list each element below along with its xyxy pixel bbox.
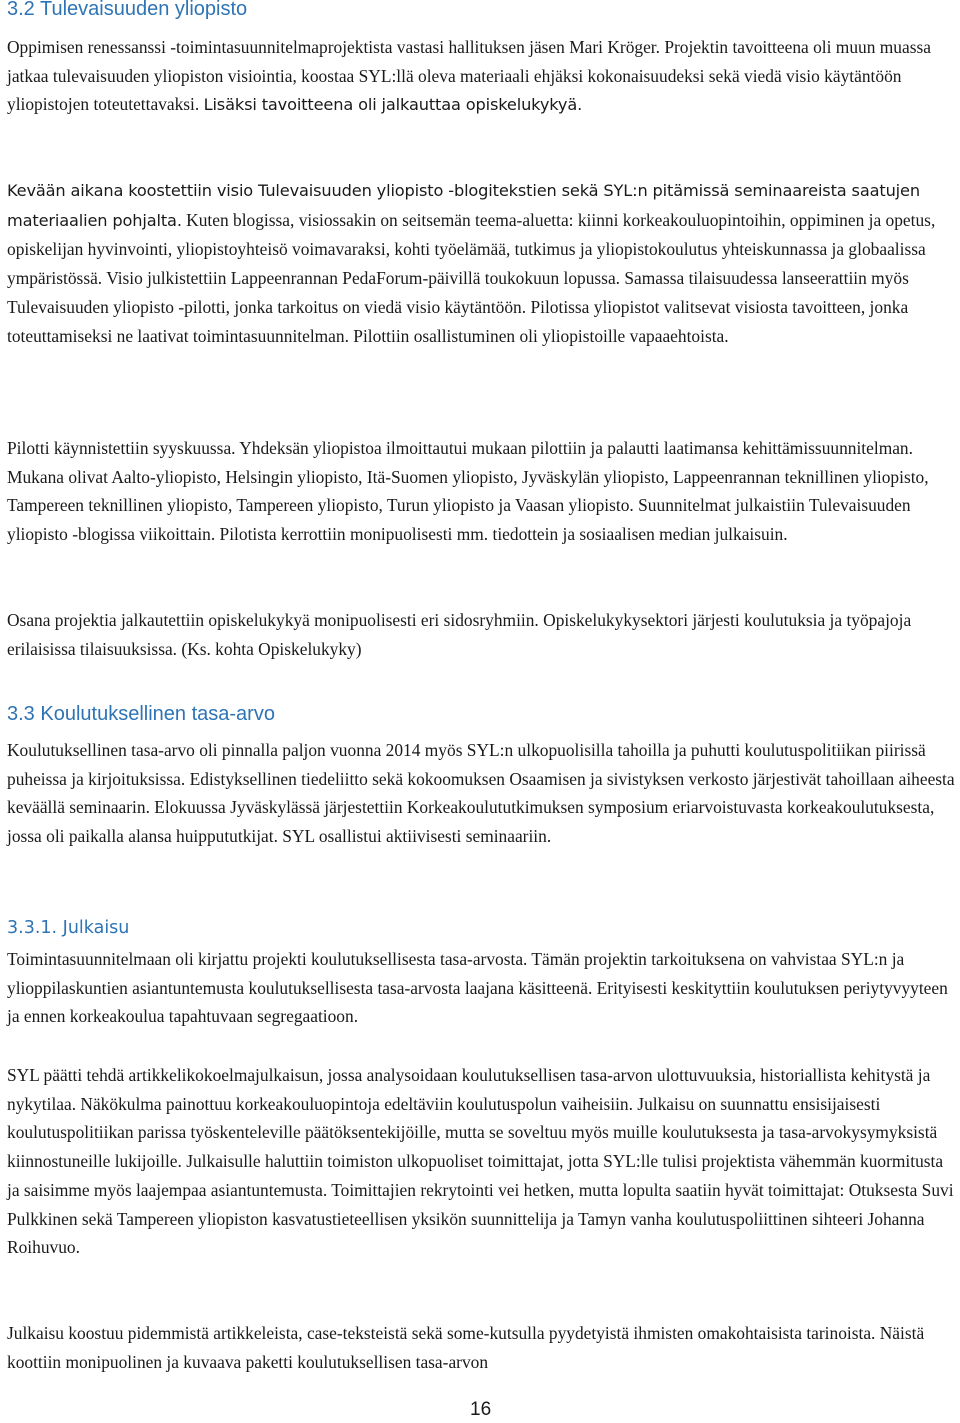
page-number: 16: [470, 1399, 492, 1420]
paragraph-pilotti: Pilotti käynnistettiin syyskuussa. Yhdeksän yliopistoa ilmoittautui mukaan pilottiin ja palautti laatimansa kehittämissuunnitelman. Mukana olivat Aalto-yliopisto, Helsingin yliopisto, Itä-Suomen yliopisto, Jyväskylän yliopisto, Lappeenrannan teknillinen yliopisto, Tampereen teknillinen yliopisto, Tampereen yliopisto, Turun yliopisto ja Vaasan yliopisto. Suunnitelmat julkaistiin Tulevaisuuden yliopisto -blogissa viikoittain. Pilotista kerrottiin monipuolisesti mm. tiedottein ja sosiaalisen median julkaisuin.: [7, 438, 929, 545]
paragraph-kevaan-aikana: [7, 176, 958, 350]
paragraph-text-sans: Lisäksi tavoitteena oli jalkauttaa opiskelukykyä.: [203, 95, 583, 115]
section-heading-3-3: 3.3 Koulutuksellinen tasa-arvo: [7, 703, 275, 725]
paragraph-artikkelikokoelma: SYL päätti tehdä artikkelikokoelmajulkaisun, jossa analysoidaan koulutuksellisen tasa-arvon ulottuvuuksia, historiallista kehitystä ja nykytilaa. Näkökulma painottuu korkeakouluopintoja edeltäviin koulutuspolun vaiheisiin. Julkaisu on suunnattu ensisijaisesti koulutuspolitiikan parissa työskenteleville päätöksentekijöille, mutta se soveltuu myös muille koulutuksesta ja tasa-arvokysymyksistä kiinnostuneille lukijoille. Julkaisulle haluttiin toimiston ulkopuoliset toimittajat, jotta SYL:lle tulisi projektista vähemmän kuormitusta ja saisimme myös laajempaa asiantuntemusta. Toimittajien rekrytointi vei hetken, mutta lopulta saatiin hyvät toimittajat: Otuksesta Suvi Pulkkinen sekä Tampereen yliopiston kasvatustieteellisen yksikön suunnittelija ja Tamyn vanha koulutuspoliittinen sihteeri Johanna Roihuvuo.: [7, 1065, 954, 1258]
paragraph-text: Kuten blogissa, visiossakin on seitsemän teema-aluetta: kiinni korkeakouluopintoihin, oppiminen ja opetus, opiskelijan hyvinvointi, yliopistoyhteisö voimavaraksi, kohti työelämää, tutkimus ja yliopistokoulutus yhteiskunnassa ja globaalissa ympäristössä. Visio julkistettiin Lappeenrannan PedaForum-päivillä toukokuun lopussa. Samassa tilaisuudessa lanseerattiin myös Tulevaisuuden yliopisto -pilotti, jonka tarkoitus on viedä visio käytäntöön. Pilotissa yliopistot valitsevat visiosta tavoitteen, jonka toteuttamiseksi ne laativat toimintasuunnitelman. Pilottiin osallistuminen oli yliopistoille vapaaehtoista.: [7, 209, 936, 346]
paragraph-opiskelukyky: Osana projektia jalkautettiin opiskelukykyä monipuolisesti eri sidosryhmiin. Opiskelukykysektori järjesti koulutuksia ja työpajoja erilaisissa tilaisuuksissa. (Ks. kohta Opiskelukyky): [7, 610, 912, 659]
section-heading-3-3-1: 3.3.1. Julkaisu: [7, 918, 130, 938]
section-heading-3-2: 3.2 Tulevaisuuden yliopisto: [7, 0, 248, 20]
paragraph-text-sans: Kevään aikana koostettiin visio Tulevaisuuden yliopisto -blogitekstien sekä SYL:n pitämissä seminaareista saatujen materiaalien pohjalta.: [7, 181, 920, 230]
paragraph-renessanssi: [7, 33, 958, 120]
paragraph-text: Oppimisen renessanssi -toimintasuunnitelmaprojektista vastasi hallituksen jäsen Mari Kröger. Projektin tavoitteena oli muun muassa jatkaa tulevaisuuden yliopiston visiointia, koostaa SYL:llä oleva materiaali ehjäksi kokonaisuudeksi sekä viedä visio käytäntöön yliopistojen toteutettavaksi.: [7, 37, 931, 115]
paragraph-toimintasuunnitelma: Toimintasuunnitelmaan oli kirjattu projekti koulutuksellisesta tasa-arvosta. Tämän projektin tarkoituksena on vahvistaa SYL:n ja ylioppilaskuntien asiantuntemusta koulutuksellisesta tasa-arvosta laajana käsitteenä. Erityisesti keskityttiin koulutuksen periytyvyyteen ja ennen korkeakoulua tapahtuvaan segregaatioon.: [7, 949, 948, 1027]
paragraph-julkaisu-koostuu: Julkaisu koostuu pidemmistä artikkeleista, case-teksteistä sekä some-kutsulla pyydetyistä ihmisten omakohtaisista tarinoista. Näistä koottiin monipuolinen ja kuvaava paketti koulutuksellisen tasa-arvon: [7, 1323, 925, 1372]
paragraph-tasa-arvo: Koulutuksellinen tasa-arvo oli pinnalla paljon vuonna 2014 myös SYL:n ulkopuolisilla tahoilla ja puhutti koulutuspolitiikan piirissä puheissa ja kirjoituksissa. Edistyksellinen tiedeliitto sekä kokoomuksen Osaamisen ja sivistyksen verkosto järjestivät tahoillaan aiheesta keväällä seminaarin. Elokuussa Jyväskylässä järjestettiin Korkeakoulututkimuksen symposium eriarvoistuvasta korkeakoulutuksesta, jossa oli paikalla alansa huippututkijat. SYL osallistui aktiivisesti seminaariin.: [7, 740, 955, 847]
